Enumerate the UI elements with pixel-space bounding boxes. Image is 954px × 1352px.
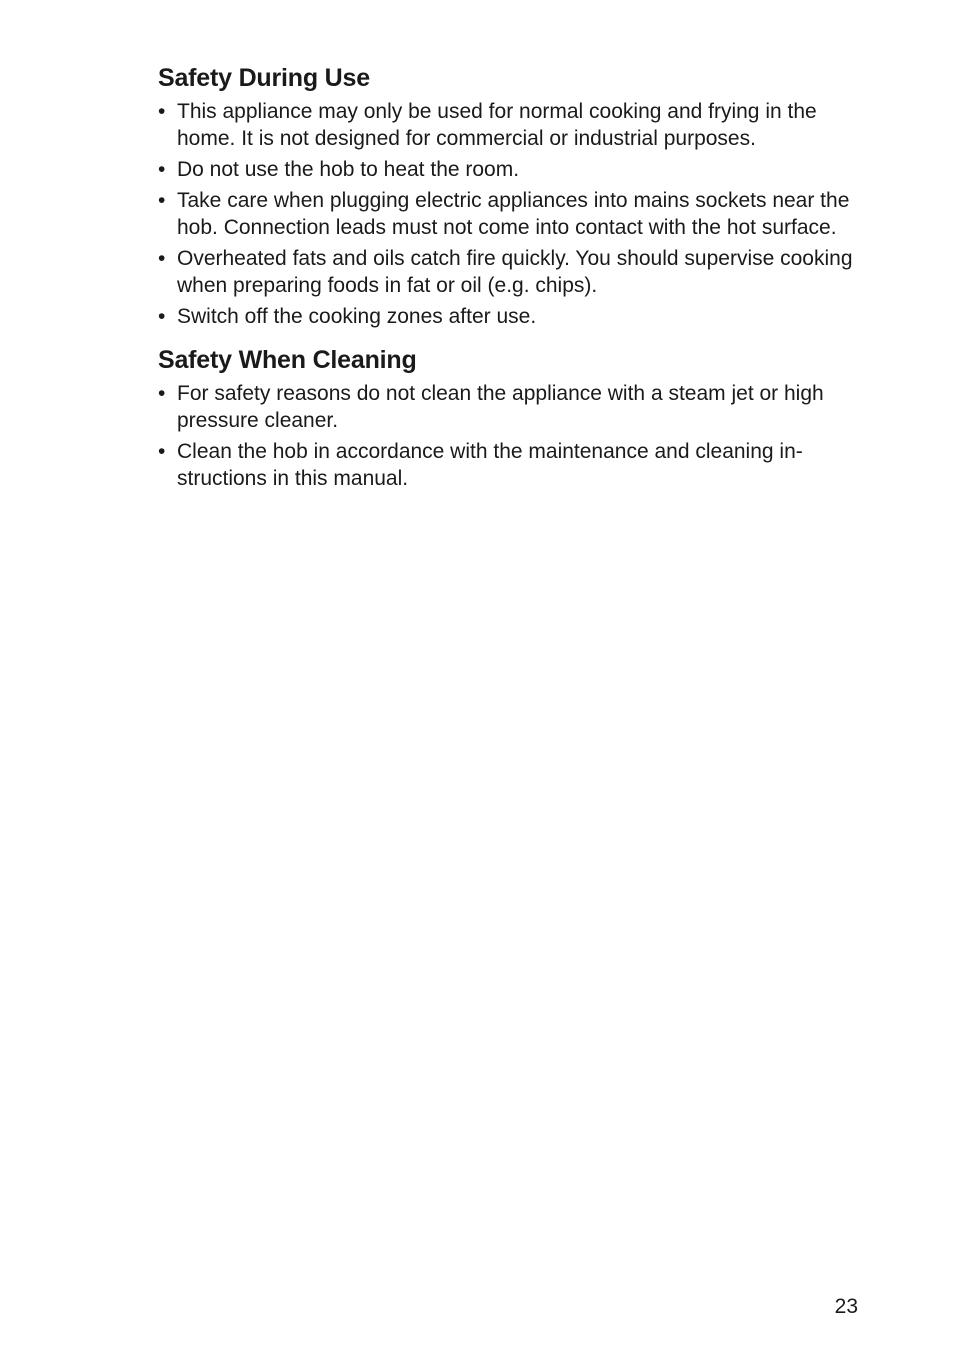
- list-item-text: For safety reasons do not clean the appliance with a steam jet or high pressure cleaner.: [177, 382, 824, 432]
- bullet-icon: •: [158, 305, 166, 328]
- list-item: [158, 156, 858, 183]
- bullet-icon: •: [158, 440, 166, 463]
- list-item-text: Overheated fats and oils catch fire quickly. You should supervise cooking when preparing foods in fat or oil (e.g. chips).: [177, 247, 853, 297]
- bullet-icon: •: [158, 247, 166, 270]
- bullet-icon: •: [158, 100, 166, 123]
- list-item: [158, 438, 858, 492]
- list-item-text: Do not use the hob to heat the room.: [177, 158, 520, 181]
- section-heading-safety-during-use: Safety During Use: [158, 64, 370, 92]
- list-item: [158, 187, 858, 241]
- bullet-icon: •: [158, 158, 166, 181]
- list-item-text: This appliance may only be used for normal cooking and frying in the home. It is not designed for commercial or industrial purposes.: [177, 100, 817, 150]
- bullet-list-safety-during-use: [158, 98, 858, 330]
- list-item: [158, 245, 858, 299]
- list-item: [158, 380, 858, 434]
- bullet-icon: •: [158, 189, 166, 212]
- list-item-text: Clean the hob in accordance with the maintenance and cleaning instructions in this manual.: [177, 440, 803, 490]
- bullet-icon: •: [158, 382, 166, 405]
- list-item-text: Switch off the cooking zones after use.: [177, 305, 537, 328]
- list-item-text: Take care when plugging electric appliances into mains sockets near the hob. Connection leads must not come into contact with the hot surface.: [177, 189, 850, 239]
- list-item: [158, 303, 858, 330]
- list-item: [158, 98, 858, 152]
- page-number: 23: [834, 1295, 858, 1318]
- section-heading-safety-when-cleaning: Safety When Cleaning: [158, 346, 417, 374]
- bullet-list-safety-when-cleaning: [158, 380, 858, 492]
- page-content: [158, 62, 858, 496]
